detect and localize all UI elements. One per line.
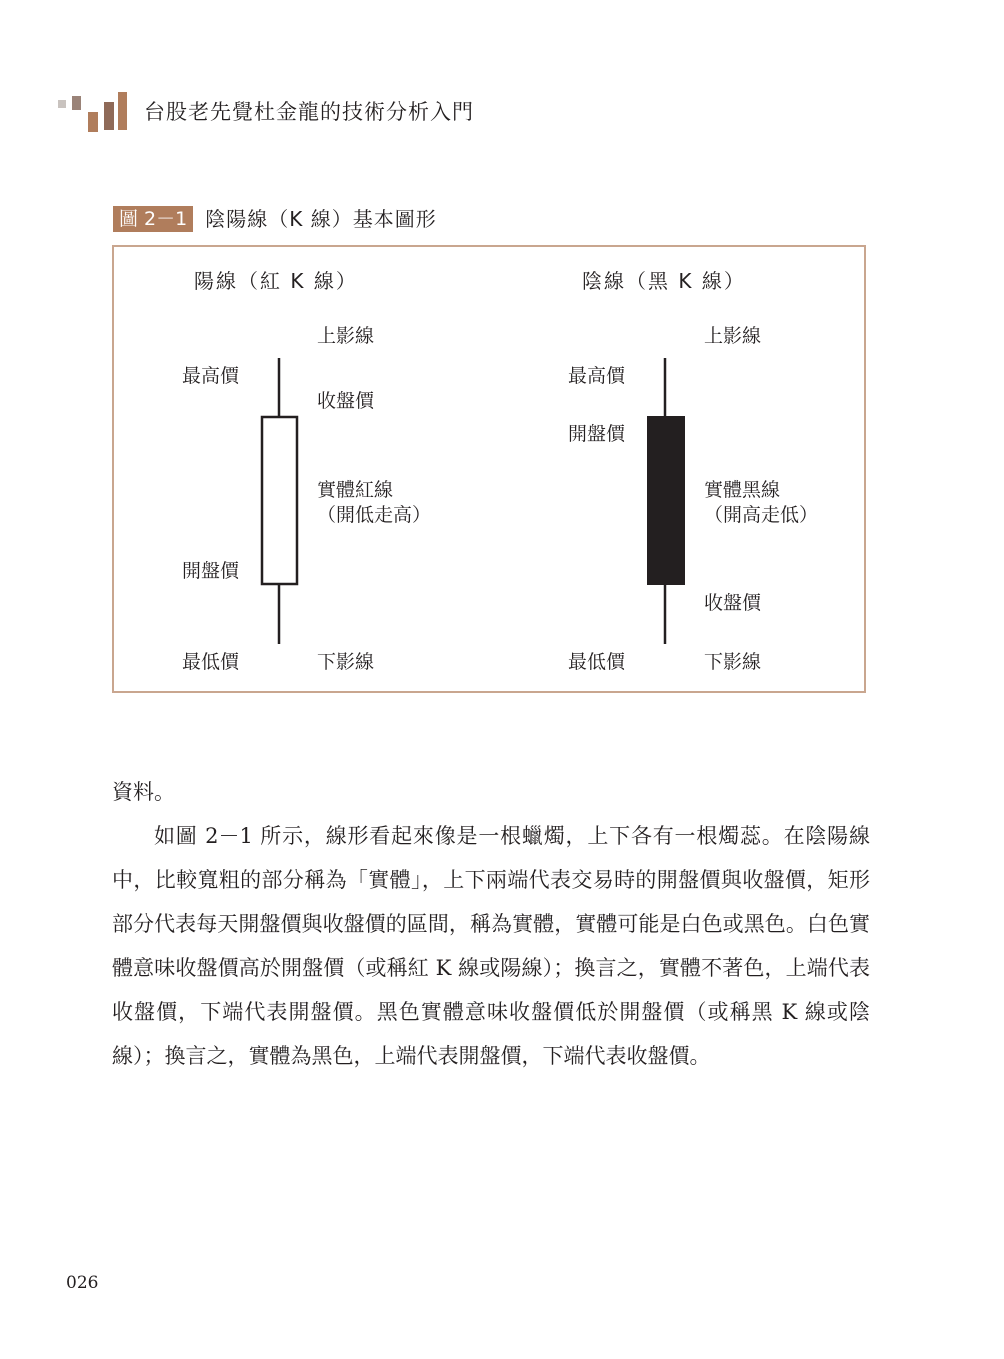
yang-highest-price-label: 最高價 <box>182 365 240 387</box>
deco-bar-5 <box>118 92 127 130</box>
figure-title: 陰陽線（K 線）基本圖形 <box>205 207 437 231</box>
page-number: 026 <box>66 1273 99 1293</box>
yang-close-price-label: 收盤價 <box>317 390 375 412</box>
yin-highest-price-label: 最高價 <box>568 365 626 387</box>
deco-bar-4 <box>104 102 114 130</box>
yin-candle-body <box>648 417 684 584</box>
candlestick-diagram <box>114 247 864 691</box>
deco-bar-3 <box>88 112 98 132</box>
yang-upper-shadow-label: 上影線 <box>317 325 375 347</box>
deco-bar-2 <box>72 96 81 110</box>
yin-upper-shadow-label: 上影線 <box>704 325 762 347</box>
yin-lowest-price-label: 最低價 <box>568 651 626 673</box>
figure-label: 圖 2－1 <box>113 206 193 232</box>
candlestick-figure <box>112 245 866 693</box>
yin-body-note: （開高走低） <box>704 504 819 526</box>
yin-open-price-label: 開盤價 <box>568 423 626 445</box>
yang-candle-body <box>262 417 297 584</box>
yang-lower-shadow-label: 下影線 <box>317 651 375 673</box>
yin-lower-shadow-label: 下影線 <box>704 651 762 673</box>
yin-body-label: 實體黑線 <box>704 479 781 501</box>
body-text <box>112 770 870 1078</box>
body-line-fragment: 資料。 <box>112 780 175 804</box>
yang-body-label: 實體紅線 <box>317 479 394 501</box>
running-title: 台股老先覺杜金龍的技術分析入門 <box>144 100 474 124</box>
deco-bar-1 <box>58 100 66 108</box>
body-paragraph: 如圖 2－1 所示，線形看起來像是一根蠟燭，上下各有一根燭蕊。在陰陽線中，比較寬粗的部分稱為「實體」，上下兩端代表交易時的開盤價與收盤價，矩形部分代表每天開盤價與收盤價的區間，稱為實體，實體可能是白色或黑色。白色實體意味收盤價高於開盤價（或稱紅 K 線或陽線）；換言之，實體不著色，上端代表收盤價，下端代表開盤價。黑色實體意味收盤價低於開盤價（或稱黑 K 線或陰線）；換言之，實體為黑色，上端代表開盤價，下端代表收盤價。 <box>112 824 870 1068</box>
yin-close-price-label: 收盤價 <box>704 592 762 614</box>
yang-lowest-price-label: 最低價 <box>182 651 240 673</box>
header-decoration <box>58 92 128 132</box>
yang-open-price-label: 開盤價 <box>182 560 240 582</box>
figure-caption <box>113 206 437 232</box>
yin-heading: 陰線（黑 K 線） <box>582 269 746 293</box>
yang-body-note: （開低走高） <box>317 504 432 526</box>
yang-heading: 陽線（紅 K 線） <box>194 269 358 293</box>
